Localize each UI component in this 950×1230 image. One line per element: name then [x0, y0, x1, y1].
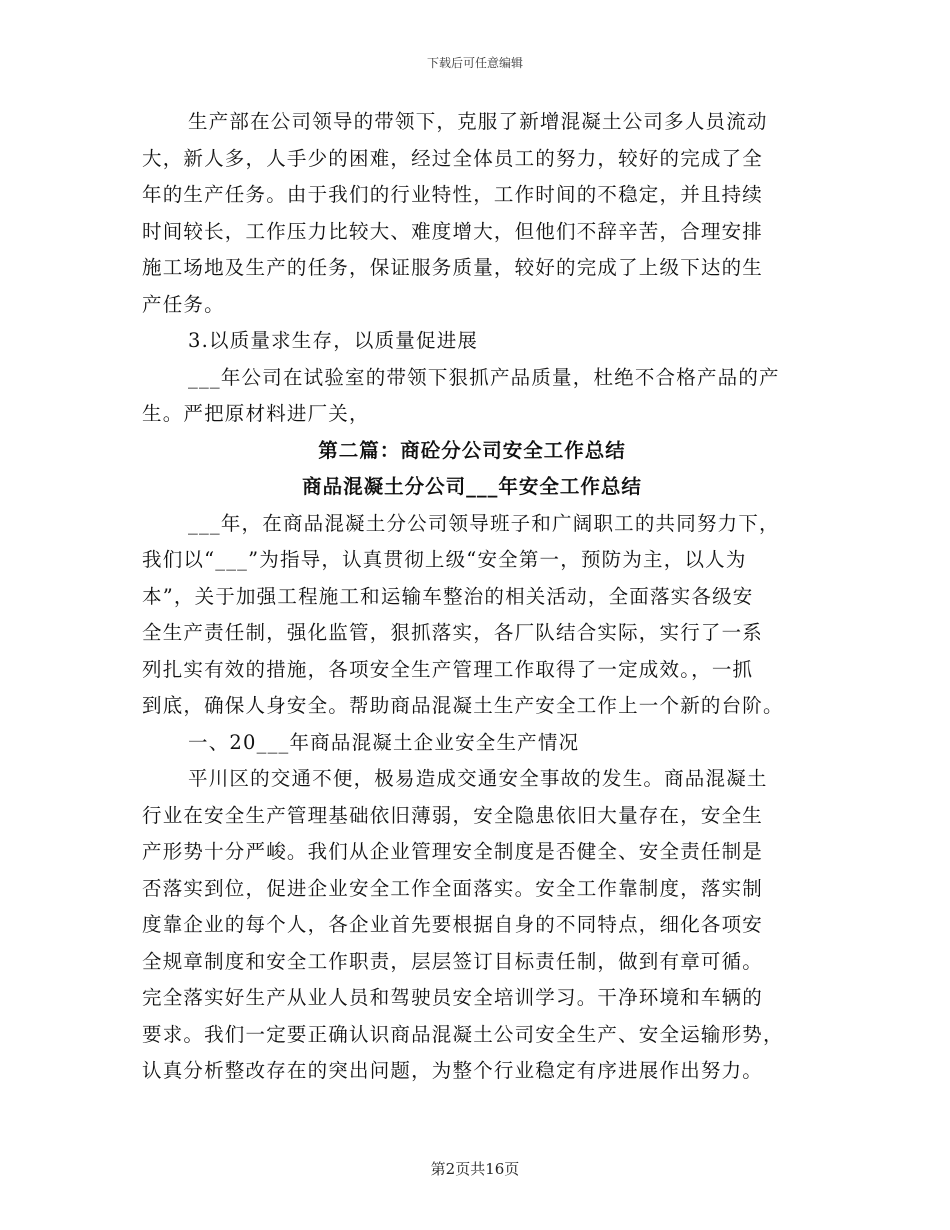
page-header-note: 下载后可任意编辑 [426, 56, 523, 70]
text-line-18: 一、20___年商品混凝土企业安全生产情况 [188, 730, 580, 754]
section-subheading: 商品混凝土分公司___年安全工作总结 [302, 475, 642, 498]
text-line-3: 年的生产任务。由于我们的行业特性，工作时间的不稳定，并且持续 [142, 183, 764, 206]
text-line-24: 全规章制度和安全工作职责，层层签订目标责任制，做到有章可循。 [142, 949, 764, 973]
text-line-19: 平川区的交通不便，极易造成交通安全事故的发生。商品混凝土 [188, 767, 768, 790]
text-line-27: 认真分析整改存在的突出问题，为整个行业稳定有序进展作出努力。 [142, 1059, 764, 1082]
text-line-16: 列扎实有效的措施，各项安全生产管理工作取得了一定成效。，一抓 [142, 657, 754, 681]
page-number: 第2页共16页 [430, 1160, 520, 1178]
text-line-8: ___年公司在试验室的带领下狠抓产品质量，杜绝不合格产品的产 [188, 365, 780, 389]
text-line-9: 生。严把原材料进厂关， [142, 402, 370, 425]
text-line-6: 产任务。 [142, 292, 225, 316]
text-line-14: 本”，关于加强工程施工和运输车整治的相关活动，全面落实各级安 [142, 584, 754, 608]
document-body [142, 104, 802, 1090]
text-line-26: 要求。我们一定要正确认识商品混凝土公司安全生产、安全运输形势， [142, 1022, 784, 1046]
text-line-1: 生产部在公司领导的带领下，克服了新增混凝土公司多人员流动 [188, 110, 768, 133]
text-line-4: 时间较长，工作压力比较大、难度增大，但他们不辞辛苦，合理安排 [142, 219, 764, 243]
text-line-5: 施工场地及生产的任务，保证服务质量，较好的完成了上级下达的生 [142, 256, 764, 279]
text-line-22: 否落实到位，促进企业安全工作全面落实。安全工作靠制度，落实制 [142, 876, 764, 900]
section-heading: 第二篇：商砼分公司安全工作总结 [318, 438, 626, 462]
text-line-23: 度靠企业的每个人，各企业首先要根据自身的不同特点，细化各项安 [142, 913, 764, 936]
text-line-13: 我们以“___”为指导，认真贯彻上级“安全第一，预防为主，以人为 [142, 548, 747, 571]
text-line-7: 3.以质量求生存，以质量促进展 [188, 329, 479, 352]
text-line-17: 到底，确保人身安全。帮助商品混凝土生产安全工作上一个新的台阶。 [142, 694, 784, 717]
text-line-12: ___年，在商品混凝土分公司领导班子和广阔职工的共同努力下， [188, 511, 780, 535]
text-line-20: 行业在安全生产管理基础依旧薄弱，安全隐患依旧大量存在，安全生 [142, 803, 764, 827]
text-line-15: 全生产责任制，强化监管，狠抓落实，各厂队结合实际，实行了一系 [142, 621, 764, 644]
text-line-2: 大，新人多，人手少的困难，经过全体员工的努力，较好的完成了全 [142, 146, 764, 170]
text-line-25: 完全落实好生产从业人员和驾驶员安全培训学习。干净环境和车辆的 [142, 986, 764, 1009]
text-line-21: 产形势十分严峻。我们从企业管理安全制度是否健全、安全责任制是 [142, 840, 764, 863]
